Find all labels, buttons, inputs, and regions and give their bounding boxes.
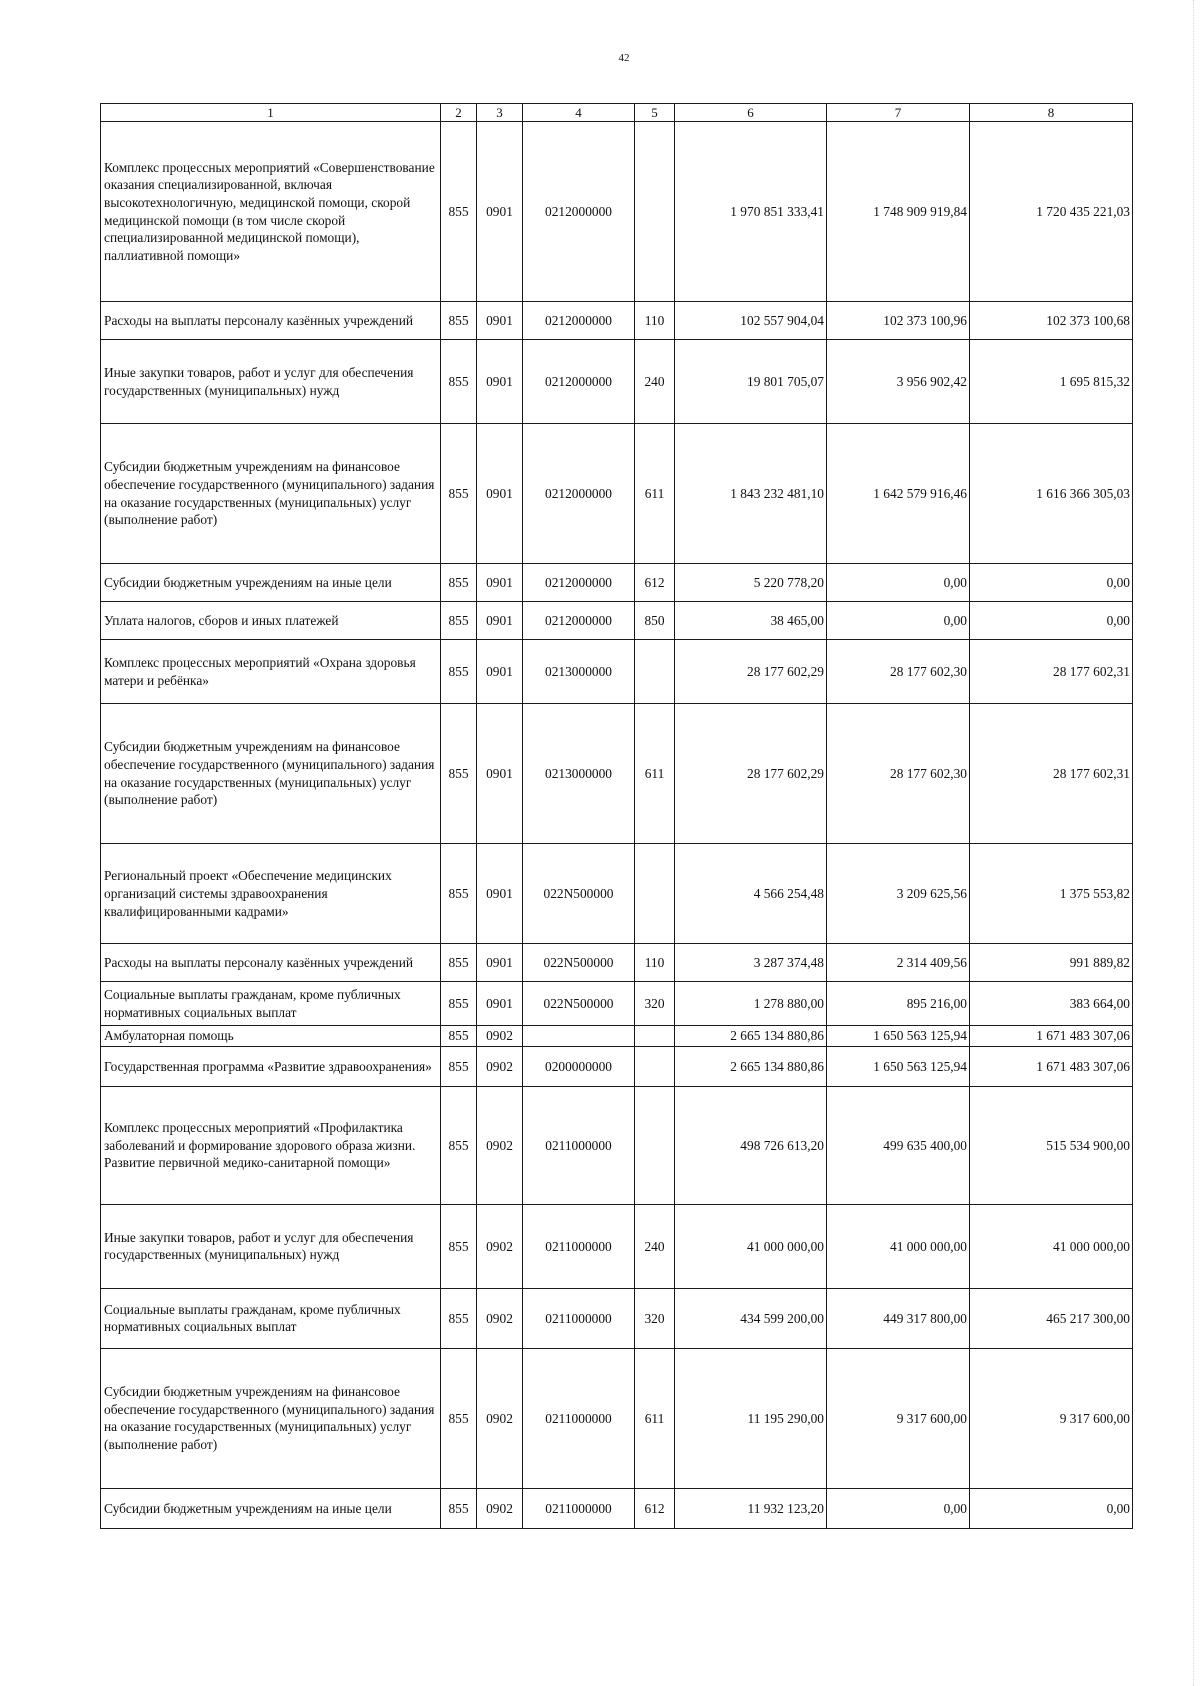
amount-year-3: 1 671 483 307,06 <box>970 1046 1133 1086</box>
amount-year-2: 499 635 400,00 <box>827 1086 970 1204</box>
row-name: Амбулаторная помощь <box>101 1026 441 1047</box>
amount-year-2: 28 177 602,30 <box>827 640 970 704</box>
amount-year-2: 1 748 909 919,84 <box>827 122 970 302</box>
amount-year-1: 102 557 904,04 <box>675 302 827 340</box>
row-name: Субсидии бюджетным учреждениям на финансовое обеспечение государственного (муниципального) задания на оказание государственных (муниципальных) услуг (выполнение работ) <box>101 424 441 564</box>
ministry-code: 855 <box>441 1046 477 1086</box>
amount-year-1: 11 195 290,00 <box>675 1348 827 1488</box>
row-name: Расходы на выплаты персоналу казённых учреждений <box>101 302 441 340</box>
amount-year-2: 3 209 625,56 <box>827 844 970 944</box>
target-article-code: 0213000000 <box>523 640 635 704</box>
target-article-code: 0211000000 <box>523 1488 635 1528</box>
row-name: Региональный проект «Обеспечение медицинских организаций системы здравоохранения квалифицированными кадрами» <box>101 844 441 944</box>
ministry-code: 855 <box>441 564 477 602</box>
amount-year-1: 1 970 851 333,41 <box>675 122 827 302</box>
page-number: 42 <box>618 52 630 64</box>
table-row <box>101 844 1133 944</box>
column-number: 5 <box>635 104 675 122</box>
section-code: 0901 <box>477 982 523 1026</box>
amount-year-2: 0,00 <box>827 564 970 602</box>
row-name: Субсидии бюджетным учреждениям на иные цели <box>101 1488 441 1528</box>
amount-year-3: 1 616 366 305,03 <box>970 424 1133 564</box>
section-code: 0901 <box>477 844 523 944</box>
target-article-code: 022N500000 <box>523 944 635 982</box>
ministry-code: 855 <box>441 1288 477 1348</box>
amount-year-2: 1 642 579 916,46 <box>827 424 970 564</box>
amount-year-3: 1 375 553,82 <box>970 844 1133 944</box>
target-article-code: 0212000000 <box>523 122 635 302</box>
section-code: 0901 <box>477 302 523 340</box>
expense-type-code: 320 <box>635 1288 675 1348</box>
row-name: Уплата налогов, сборов и иных платежей <box>101 602 441 640</box>
ministry-code: 855 <box>441 844 477 944</box>
section-code: 0901 <box>477 340 523 424</box>
target-article-code <box>523 1026 635 1047</box>
section-code: 0902 <box>477 1488 523 1528</box>
amount-year-1: 3 287 374,48 <box>675 944 827 982</box>
ministry-code: 855 <box>441 704 477 844</box>
target-article-code: 0213000000 <box>523 704 635 844</box>
amount-year-2: 9 317 600,00 <box>827 1348 970 1488</box>
row-name: Иные закупки товаров, работ и услуг для обеспечения государственных (муниципальных) нужд <box>101 340 441 424</box>
amount-year-3: 1 671 483 307,06 <box>970 1026 1133 1047</box>
amount-year-1: 5 220 778,20 <box>675 564 827 602</box>
column-number: 6 <box>675 104 827 122</box>
expense-type-code: 612 <box>635 564 675 602</box>
table-row <box>101 564 1133 602</box>
table-row <box>101 340 1133 424</box>
expense-type-code: 110 <box>635 944 675 982</box>
amount-year-2: 28 177 602,30 <box>827 704 970 844</box>
ministry-code: 855 <box>441 944 477 982</box>
row-name: Расходы на выплаты персоналу казённых учреждений <box>101 944 441 982</box>
amount-year-3: 28 177 602,31 <box>970 704 1133 844</box>
target-article-code: 0200000000 <box>523 1046 635 1086</box>
ministry-code: 855 <box>441 424 477 564</box>
section-code: 0902 <box>477 1204 523 1288</box>
target-article-code: 0212000000 <box>523 302 635 340</box>
table-row <box>101 704 1133 844</box>
amount-year-3: 0,00 <box>970 602 1133 640</box>
target-article-code: 0211000000 <box>523 1086 635 1204</box>
target-article-code: 0211000000 <box>523 1288 635 1348</box>
expense-type-code: 612 <box>635 1488 675 1528</box>
table-row <box>101 1204 1133 1288</box>
table-row <box>101 1288 1133 1348</box>
expense-type-code <box>635 844 675 944</box>
target-article-code: 022N500000 <box>523 982 635 1026</box>
ministry-code: 855 <box>441 302 477 340</box>
table-row <box>101 1026 1133 1047</box>
amount-year-3: 465 217 300,00 <box>970 1288 1133 1348</box>
row-name: Комплекс процессных мероприятий «Профилактика заболеваний и формирование здорового образа жизни. Развитие первичной медико-санитарной помощи» <box>101 1086 441 1204</box>
amount-year-1: 4 566 254,48 <box>675 844 827 944</box>
amount-year-3: 515 534 900,00 <box>970 1086 1133 1204</box>
amount-year-2: 102 373 100,96 <box>827 302 970 340</box>
target-article-code: 0211000000 <box>523 1204 635 1288</box>
amount-year-2: 0,00 <box>827 1488 970 1528</box>
amount-year-2: 1 650 563 125,94 <box>827 1026 970 1047</box>
amount-year-1: 41 000 000,00 <box>675 1204 827 1288</box>
table-row <box>101 1348 1133 1488</box>
ministry-code: 855 <box>441 1348 477 1488</box>
expense-type-code <box>635 640 675 704</box>
row-name: Государственная программа «Развитие здравоохранения» <box>101 1046 441 1086</box>
table-row <box>101 1488 1133 1528</box>
amount-year-1: 2 665 134 880,86 <box>675 1046 827 1086</box>
section-code: 0902 <box>477 1086 523 1204</box>
target-article-code: 022N500000 <box>523 844 635 944</box>
row-name: Субсидии бюджетным учреждениям на финансовое обеспечение государственного (муниципального) задания на оказание государственных (муниципальных) услуг (выполнение работ) <box>101 704 441 844</box>
ministry-code: 855 <box>441 1026 477 1047</box>
amount-year-1: 1 278 880,00 <box>675 982 827 1026</box>
scan-edge-divider <box>1192 0 1194 1686</box>
ministry-code: 855 <box>441 122 477 302</box>
row-name: Комплекс процессных мероприятий «Охрана здоровья матери и ребёнка» <box>101 640 441 704</box>
column-number: 8 <box>970 104 1133 122</box>
amount-year-1: 498 726 613,20 <box>675 1086 827 1204</box>
table-row <box>101 424 1133 564</box>
amount-year-3: 383 664,00 <box>970 982 1133 1026</box>
amount-year-3: 1 695 815,32 <box>970 340 1133 424</box>
expense-type-code <box>635 1046 675 1086</box>
expense-type-code <box>635 1026 675 1047</box>
amount-year-1: 38 465,00 <box>675 602 827 640</box>
section-code: 0902 <box>477 1046 523 1086</box>
amount-year-2: 2 314 409,56 <box>827 944 970 982</box>
expense-type-code: 850 <box>635 602 675 640</box>
amount-year-1: 2 665 134 880,86 <box>675 1026 827 1047</box>
amount-year-1: 11 932 123,20 <box>675 1488 827 1528</box>
expense-type-code: 240 <box>635 340 675 424</box>
ministry-code: 855 <box>441 1488 477 1528</box>
column-number: 4 <box>523 104 635 122</box>
row-name: Субсидии бюджетным учреждениям на иные цели <box>101 564 441 602</box>
expense-type-code: 110 <box>635 302 675 340</box>
amount-year-3: 102 373 100,68 <box>970 302 1133 340</box>
target-article-code: 0212000000 <box>523 340 635 424</box>
row-name: Комплекс процессных мероприятий «Совершенствование оказания специализированной, включая высокотехнологичную, медицинской помощи, скорой медицинской помощи (в том числе скорой специализированной медицинской помощи), паллиативной помощи» <box>101 122 441 302</box>
ministry-code: 855 <box>441 982 477 1026</box>
budget-table <box>100 103 1133 1529</box>
ministry-code: 855 <box>441 340 477 424</box>
amount-year-3: 991 889,82 <box>970 944 1133 982</box>
ministry-code: 855 <box>441 1086 477 1204</box>
expense-type-code: 611 <box>635 704 675 844</box>
table-row <box>101 602 1133 640</box>
column-number: 2 <box>441 104 477 122</box>
section-code: 0901 <box>477 564 523 602</box>
section-code: 0901 <box>477 640 523 704</box>
expense-type-code: 611 <box>635 424 675 564</box>
section-code: 0901 <box>477 704 523 844</box>
row-name: Иные закупки товаров, работ и услуг для обеспечения государственных (муниципальных) нужд <box>101 1204 441 1288</box>
table-row <box>101 944 1133 982</box>
amount-year-3: 28 177 602,31 <box>970 640 1133 704</box>
section-code: 0901 <box>477 602 523 640</box>
amount-year-2: 3 956 902,42 <box>827 340 970 424</box>
amount-year-3: 0,00 <box>970 564 1133 602</box>
ministry-code: 855 <box>441 1204 477 1288</box>
table-row <box>101 1086 1133 1204</box>
table-body <box>101 104 1133 1529</box>
target-article-code: 0212000000 <box>523 602 635 640</box>
amount-year-2: 1 650 563 125,94 <box>827 1046 970 1086</box>
column-number: 1 <box>101 104 441 122</box>
amount-year-3: 41 000 000,00 <box>970 1204 1133 1288</box>
expense-type-code <box>635 122 675 302</box>
target-article-code: 0211000000 <box>523 1348 635 1488</box>
ministry-code: 855 <box>441 602 477 640</box>
column-number: 7 <box>827 104 970 122</box>
amount-year-1: 28 177 602,29 <box>675 704 827 844</box>
ministry-code: 855 <box>441 640 477 704</box>
section-code: 0901 <box>477 944 523 982</box>
table-row <box>101 1046 1133 1086</box>
table-row <box>101 302 1133 340</box>
amount-year-2: 0,00 <box>827 602 970 640</box>
table-row <box>101 640 1133 704</box>
amount-year-1: 1 843 232 481,10 <box>675 424 827 564</box>
target-article-code: 0212000000 <box>523 564 635 602</box>
amount-year-2: 449 317 800,00 <box>827 1288 970 1348</box>
amount-year-1: 19 801 705,07 <box>675 340 827 424</box>
amount-year-2: 895 216,00 <box>827 982 970 1026</box>
amount-year-3: 9 317 600,00 <box>970 1348 1133 1488</box>
expense-type-code <box>635 1086 675 1204</box>
table-row <box>101 982 1133 1026</box>
amount-year-1: 434 599 200,00 <box>675 1288 827 1348</box>
expense-type-code: 320 <box>635 982 675 1026</box>
column-number-row <box>101 104 1133 122</box>
section-code: 0901 <box>477 122 523 302</box>
row-name: Социальные выплаты гражданам, кроме публичных нормативных социальных выплат <box>101 982 441 1026</box>
expense-type-code: 240 <box>635 1204 675 1288</box>
target-article-code: 0212000000 <box>523 424 635 564</box>
section-code: 0901 <box>477 424 523 564</box>
amount-year-2: 41 000 000,00 <box>827 1204 970 1288</box>
section-code: 0902 <box>477 1288 523 1348</box>
amount-year-1: 28 177 602,29 <box>675 640 827 704</box>
row-name: Субсидии бюджетным учреждениям на финансовое обеспечение государственного (муниципального) задания на оказание государственных (муниципальных) услуг (выполнение работ) <box>101 1348 441 1488</box>
amount-year-3: 0,00 <box>970 1488 1133 1528</box>
expense-type-code: 611 <box>635 1348 675 1488</box>
row-name: Социальные выплаты гражданам, кроме публичных нормативных социальных выплат <box>101 1288 441 1348</box>
column-number: 3 <box>477 104 523 122</box>
amount-year-3: 1 720 435 221,03 <box>970 122 1133 302</box>
table-row <box>101 122 1133 302</box>
section-code: 0902 <box>477 1026 523 1047</box>
section-code: 0902 <box>477 1348 523 1488</box>
